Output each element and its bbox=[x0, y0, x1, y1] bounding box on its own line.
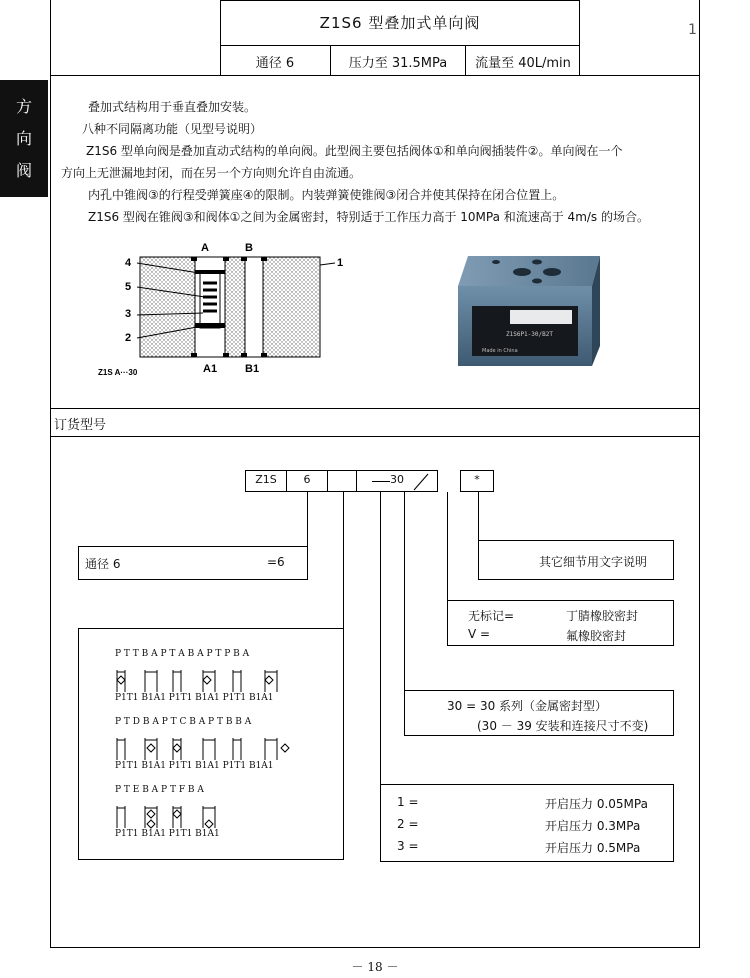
frame-bottom bbox=[50, 947, 700, 948]
corner-mark: 1 bbox=[688, 22, 697, 38]
section-title: 订货型号 bbox=[54, 418, 107, 433]
symbol-row-top: P T E B A P T F B A bbox=[115, 785, 204, 795]
callout-5: 5 bbox=[125, 281, 132, 293]
pressure-key: 2 = bbox=[397, 817, 419, 831]
pressure-value: 开启压力 0.5MPa bbox=[545, 841, 641, 855]
series-box bbox=[404, 690, 674, 736]
code-cell-series: Z1S bbox=[245, 470, 287, 492]
symbol-box bbox=[78, 628, 344, 860]
frame-right bbox=[699, 0, 700, 948]
symbol-row-top: P T D B A P T C B A P T B B A bbox=[115, 717, 252, 727]
port-a1-label: A1 bbox=[203, 363, 218, 375]
seal-box bbox=[447, 600, 674, 646]
product-photo bbox=[450, 250, 610, 368]
spec-pressure: 压力至 31.5MPa bbox=[348, 56, 448, 71]
tab-char: 方 bbox=[15, 97, 32, 116]
pressure-value: 开启压力 0.3MPa bbox=[545, 819, 641, 833]
pressure-value: 开启压力 0.05MPa bbox=[545, 797, 648, 811]
size-value: =6 bbox=[267, 555, 285, 569]
frame-left bbox=[50, 0, 51, 948]
pressure-key: 1 = bbox=[397, 795, 419, 809]
callout-3: 3 bbox=[125, 308, 132, 320]
pressure-key: 3 = bbox=[397, 839, 419, 853]
photo-label-model: Z1S6P1-30/B2T bbox=[506, 331, 553, 338]
seal-key: 无标记= bbox=[468, 609, 515, 623]
callout-2: 2 bbox=[125, 332, 132, 344]
spec-size: 通径 6 bbox=[255, 56, 295, 71]
category-tab bbox=[0, 80, 48, 197]
symbol-row-top: P T T B A P T A B A P T P B A bbox=[115, 649, 250, 659]
other-details-text: 其它细节用文字说明 bbox=[539, 555, 648, 569]
page-title: Z1S6 型叠加式单向阀 bbox=[319, 14, 481, 32]
desc-line: 方向上无泄漏地封闭，而在另一个方向则允许自由流通。 bbox=[61, 166, 362, 180]
valve-section-drawing bbox=[95, 235, 365, 385]
port-a-label: A bbox=[201, 242, 209, 254]
code-cell-size: 6 bbox=[286, 470, 328, 492]
port-b-label: B bbox=[245, 242, 253, 254]
callout-1: 1 bbox=[337, 257, 344, 269]
desc-line: 叠加式结构用于垂直叠加安装。 bbox=[88, 100, 257, 114]
other-details-box bbox=[478, 540, 674, 580]
tab-char: 向 bbox=[15, 129, 32, 148]
port-b1-label: B1 bbox=[245, 363, 260, 375]
series-line: 30 = 30 系列（金属密封型） bbox=[447, 699, 608, 713]
section-divider-top bbox=[50, 408, 700, 409]
seal-key: V = bbox=[468, 627, 491, 641]
section-divider-bottom bbox=[50, 436, 700, 437]
hydraulic-symbols bbox=[115, 662, 315, 832]
symbol-row-bottom: P1T1 B1A1 P1T1 B1A1 bbox=[115, 829, 220, 839]
pressure-box bbox=[380, 784, 674, 862]
callout-4: 4 bbox=[125, 257, 132, 269]
spec-flow: 流量至 40L/min bbox=[475, 56, 571, 71]
code-cell-blank bbox=[327, 470, 357, 492]
diagram-caption: Z1S A···30 bbox=[98, 368, 138, 377]
version-value: 30 bbox=[390, 473, 404, 486]
symbol-row-bottom: P1T1 B1A1 P1T1 B1A1 P1T1 B1A1 bbox=[115, 693, 274, 703]
series-line: (30 － 39 安装和连接尺寸不变) bbox=[477, 719, 649, 733]
size-label: 通径 6 bbox=[85, 557, 121, 571]
photo-label-origin: Made in China bbox=[482, 348, 518, 354]
symbol-row-bottom: P1T1 B1A1 P1T1 B1A1 P1T1 B1A1 bbox=[115, 761, 274, 771]
size-box bbox=[78, 546, 308, 580]
desc-line: Z1S6 型阀在锥阀③和阀体①之间为金属密封，特别适于工作压力高于 10MPa 和流速高于 4m/s 的场合。 bbox=[88, 210, 649, 224]
seal-value: 丁腈橡胶密封 bbox=[566, 609, 639, 623]
seal-value: 氟橡胶密封 bbox=[566, 629, 627, 643]
code-cell-other: * bbox=[460, 470, 494, 492]
desc-line: 八种不同隔离功能（见型号说明） bbox=[82, 122, 263, 136]
desc-line: 内孔中锥阀③的行程受弹簧座④的限制。内装弹簧使锥阀③闭合并使其保持在闭合位置上。 bbox=[88, 188, 565, 202]
tab-char: 阀 bbox=[15, 161, 32, 180]
desc-line: Z1S6 型单向阀是叠加直动式结构的单向阀。此型阀主要包括阀体①和单向阀插装件②。单向阀在一个 bbox=[86, 144, 623, 158]
page-number: － 18 － bbox=[351, 960, 399, 974]
